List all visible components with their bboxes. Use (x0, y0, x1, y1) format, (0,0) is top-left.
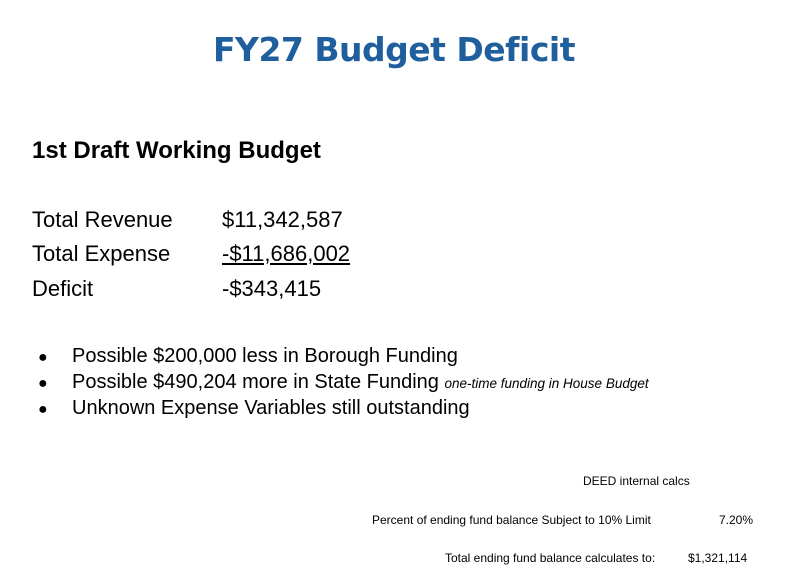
deficit-label: Deficit (32, 276, 94, 301)
bullet-note: one-time funding in House Budget (444, 376, 649, 391)
list-item (38, 395, 649, 421)
bullet-icon: ● (38, 349, 48, 366)
deficit-row (32, 276, 321, 302)
deed-percent-value: 7.20% (719, 513, 754, 527)
bullet-icon: ● (38, 375, 48, 392)
expense-value: -$11,686,002 (222, 241, 351, 266)
revenue-label: Total Revenue (32, 207, 173, 232)
deed-total-value: $1,321,114 (688, 551, 748, 565)
bullet-icon: ● (38, 401, 48, 418)
deed-total-label: Total ending fund balance calculates to: (445, 551, 656, 565)
revenue-value: $11,342,587 (222, 207, 343, 232)
expense-label: Total Expense (32, 241, 171, 266)
deed-percent-label: Percent of ending fund balance Subject to 10% Limit (372, 513, 651, 527)
section-subtitle: 1st Draft Working Budget (32, 137, 321, 164)
notes-list (38, 343, 649, 421)
bullet-text: Unknown Expense Variables still outstanding (72, 397, 470, 419)
page-title: FY27 Budget Deficit (213, 30, 575, 69)
bullet-text: Possible $200,000 less in Borough Funding (72, 345, 458, 367)
list-item (38, 369, 649, 395)
deficit-value: -$343,415 (222, 276, 322, 301)
revenue-row (32, 207, 343, 233)
deed-header: DEED internal calcs (583, 474, 690, 488)
bullet-text: Possible $490,204 more in State Funding (72, 371, 439, 393)
expense-row (32, 241, 350, 267)
list-item (38, 343, 649, 369)
